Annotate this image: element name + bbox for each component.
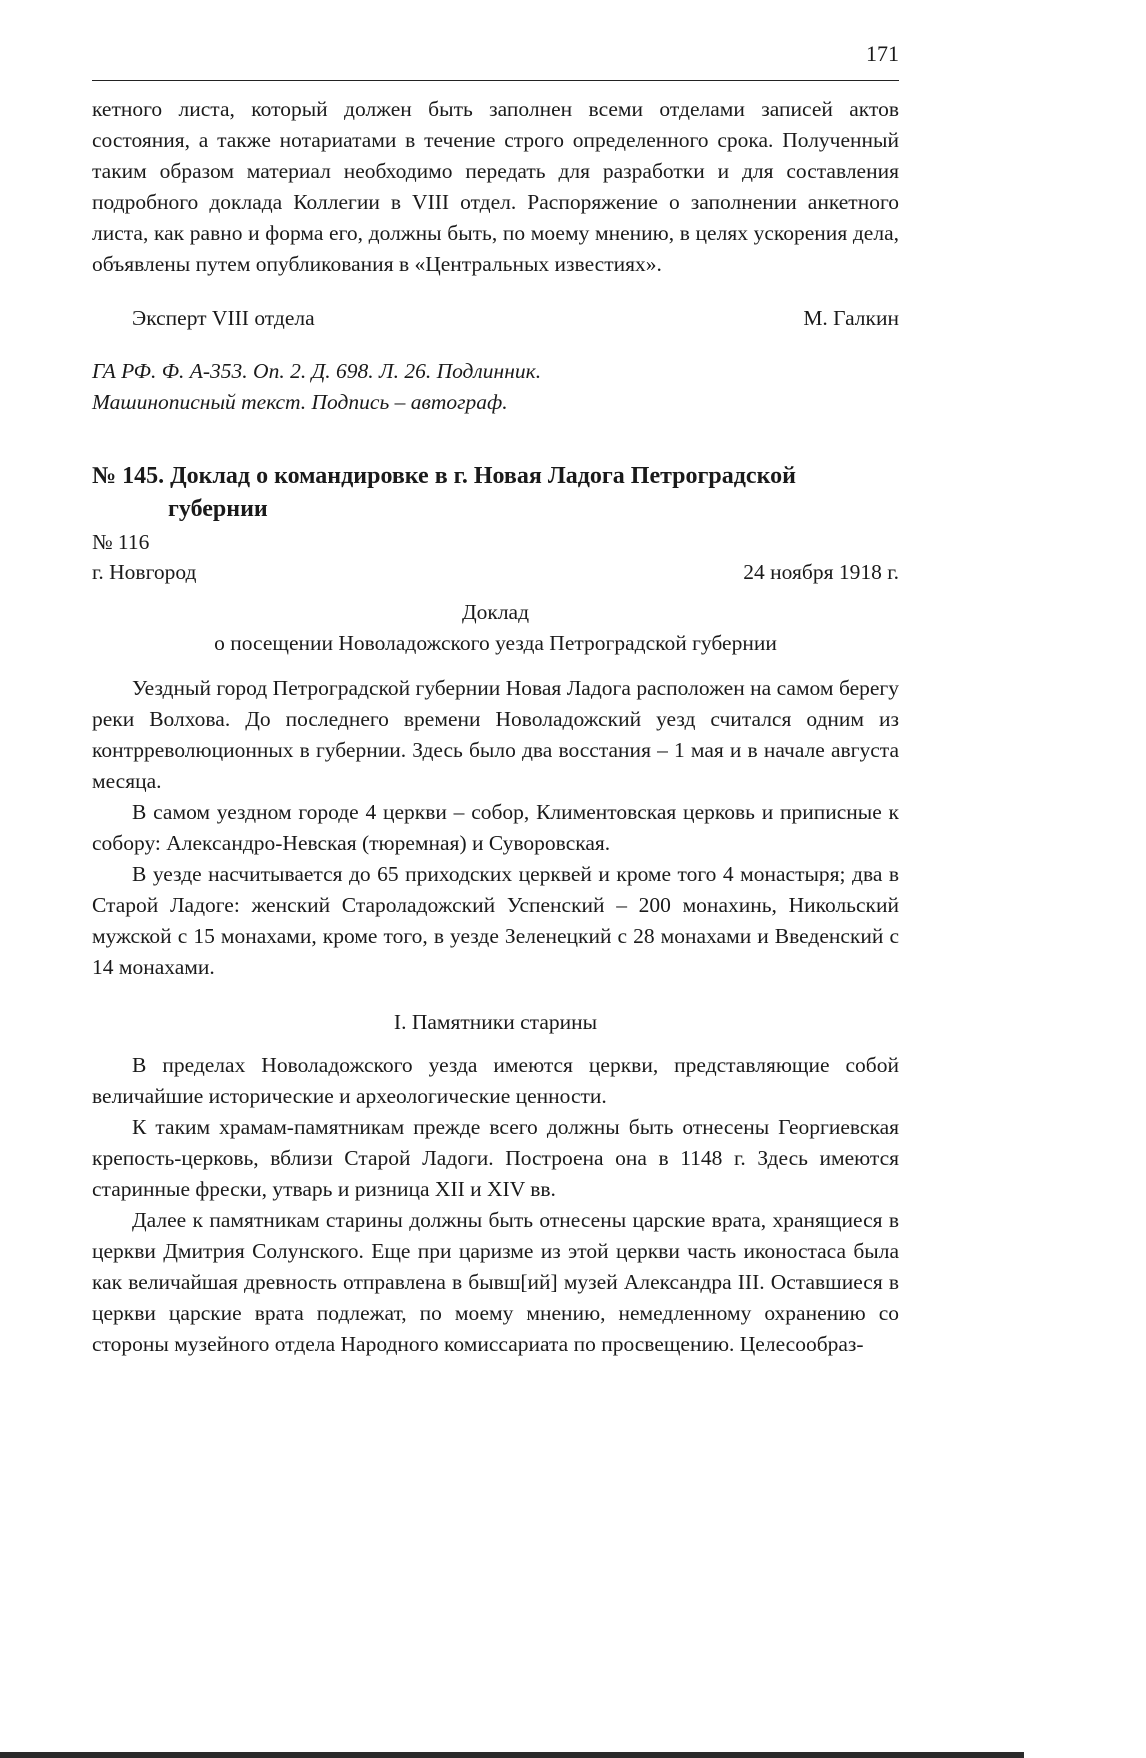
document-place: г. Новгород xyxy=(92,560,197,584)
section-paragraph: В пределах Новоладожского уезда имеются церкви, представляющие собой величайшие исторические и археологические ценности. xyxy=(92,1053,899,1108)
body-text xyxy=(92,673,899,983)
document-date: 24 ноября 1918 г. xyxy=(743,560,899,584)
section-text xyxy=(92,1050,899,1360)
document-title: № 145. Доклад о командировке в г. Новая Ладога Петроградской губернии xyxy=(92,463,796,522)
scan-bottom-edge xyxy=(0,1752,1024,1758)
archive-reference-line: Машинописный текст. Подпись – автограф. xyxy=(92,390,508,414)
archive-reference xyxy=(92,356,899,418)
section-title: I. Памятники старины xyxy=(393,1010,598,1034)
report-title: Доклад xyxy=(461,600,530,624)
intro-paragraph: кетного листа, который должен быть заполнен всеми отделами записей актов состояния, а также нотариатами в течение строго определенного срока. Полученный таким образом материал необходимо передать для разработки и для составления подробного доклада Коллегии в VIII отдел. Распоряжение о заполнении анкетного листа, как равно и форма его, должны быть, по моему мнению, в целях ускорения дела, объявлены путем опубликования в «Центральных известиях». xyxy=(92,97,899,276)
signature-position: Эксперт VIII отдела xyxy=(132,306,315,330)
section-paragraph: К таким храмам-памятникам прежде всего должны быть отнесены Георгиевская крепость-церковь, вблизи Старой Ладоги. Построена она в 1148 г. Здесь имеются старинные фрески, утварь и ризница XII и XIV вв. xyxy=(92,1115,899,1201)
document-meta xyxy=(92,527,899,587)
document-number: № 116 xyxy=(92,530,150,554)
section-paragraph: Далее к памятникам старины должны быть отнесены царские врата, хранящиеся в церкви Дмитрия Солунского. Еще при царизме из этой церкви часть иконостаса была как величайшая древность отправлена в бывш[ий] музей Александра III. Оставшиеся в церкви царские врата подлежат, по моему мнению, немедленному охранению со стороны музейного отдела Народного комиссариата по просвещению. Целесообраз- xyxy=(92,1208,899,1356)
signature-block xyxy=(92,306,899,331)
page-content xyxy=(92,94,899,1360)
body-paragraph: Уездный город Петроградской губернии Новая Ладога расположен на самом берегу реки Волхова. До последнего времени Новоладожский уезд считался одним из контрреволюционных в губернии. Здесь было два восстания – 1 мая и в начале августа месяца. xyxy=(92,676,899,793)
page-number: 171 xyxy=(866,41,899,66)
body-paragraph: В уезде насчитывается до 65 приходских церквей и кроме того 4 монастыря; два в Старой Ладоге: женский Староладожский Успенский – 200 монахинь, Никольский мужской с 15 монахами, кроме того, в уезде Зеленецкий с 28 монахами и Введенский с 14 монахами. xyxy=(92,862,899,979)
report-subtitle: о посещении Новоладожского уезда Петроградской губернии xyxy=(214,631,777,655)
archive-reference-line: ГА РФ. Ф. А-353. Оп. 2. Д. 698. Л. 26. Подлинник. xyxy=(92,359,542,383)
report-heading xyxy=(92,597,899,659)
body-paragraph: В самом уездном городе 4 церкви – собор, Климентовская церковь и приписные к собору: Александро-Невская (тюремная) и Суворовская. xyxy=(92,800,899,855)
header-rule xyxy=(92,80,899,81)
signature-name: М. Галкин xyxy=(803,306,899,330)
place-date-row xyxy=(92,557,899,587)
